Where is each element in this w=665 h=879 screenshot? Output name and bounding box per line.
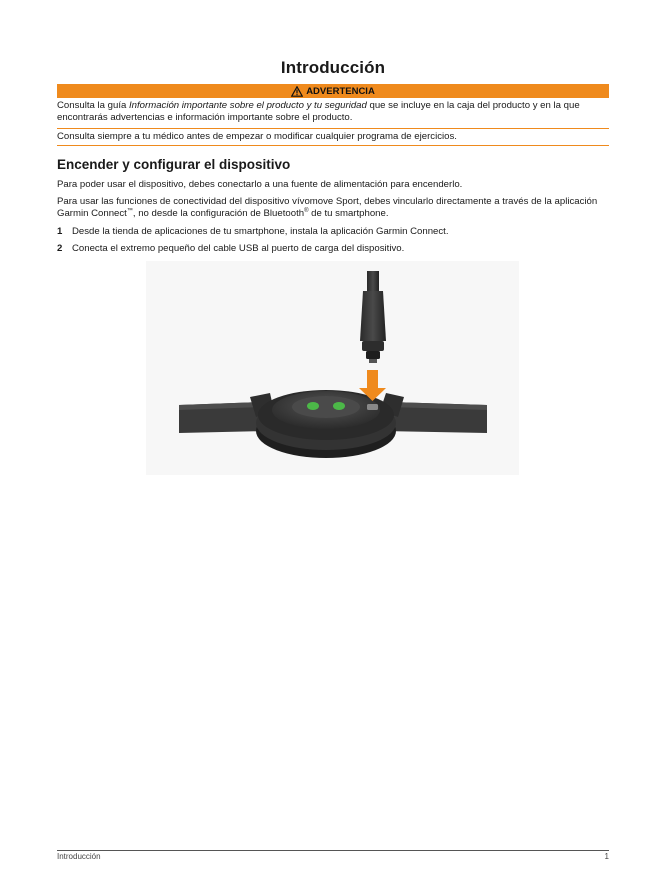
warning-text-safety <box>57 100 609 124</box>
footer-divider <box>57 850 609 851</box>
step-number: 1 <box>57 226 63 237</box>
step-item <box>57 243 609 255</box>
warning-text-suffix: que se incluye en la caja del producto y en la que encontrarás advertencias e información importante sobre el producto. <box>57 100 580 123</box>
step-text: Desde la tienda de aplicaciones de tu smartphone, instala la aplicación Garmin Connect. <box>72 226 449 237</box>
registered-mark: ® <box>304 207 309 214</box>
trademark-mark: ™ <box>126 207 133 214</box>
footer-section-name: Introducción <box>57 852 101 861</box>
warning-banner <box>57 84 609 98</box>
warning-triangle-icon <box>291 86 303 97</box>
pairing-paragraph <box>57 196 609 220</box>
watch-charging-drawing <box>146 261 519 475</box>
intro-paragraph: Para poder usar el dispositivo, debes conectarlo a una fuente de alimentación para encenderlo. <box>57 179 463 190</box>
pairing-text-a: Para usar las funciones de conectividad del dispositivo vívomove Sport, debes vincularlo directamente a través de la aplicación Garmin Connect <box>57 196 598 219</box>
watch-back <box>256 390 396 458</box>
warning-text-prefix: Consulta la guía <box>57 100 129 111</box>
charging-illustration <box>146 261 519 475</box>
page-title: Introducción <box>280 58 386 77</box>
warning-divider <box>57 128 609 129</box>
step-text: Conecta el extremo pequeño del cable USB al puerto de carga del dispositivo. <box>72 243 405 254</box>
pairing-text-c: de tu smartphone. <box>308 208 389 219</box>
usb-cable-connector <box>360 271 386 363</box>
page-number: 1 <box>604 852 609 861</box>
step-item <box>57 226 609 238</box>
warning-text-doctor: Consulta siempre a tu médico antes de empezar o modificar cualquier programa de ejercicios. <box>57 131 457 142</box>
section-heading: Encender y configurar el dispositivo <box>57 157 291 172</box>
safety-guide-title: Información importante sobre el producto y tu seguridad <box>129 100 367 111</box>
warning-bottom-divider <box>57 145 609 146</box>
step-number: 2 <box>57 243 63 254</box>
warning-label: ADVERTENCIA <box>306 85 375 97</box>
pairing-text-b: , no desde la configuración de Bluetooth <box>132 208 305 219</box>
